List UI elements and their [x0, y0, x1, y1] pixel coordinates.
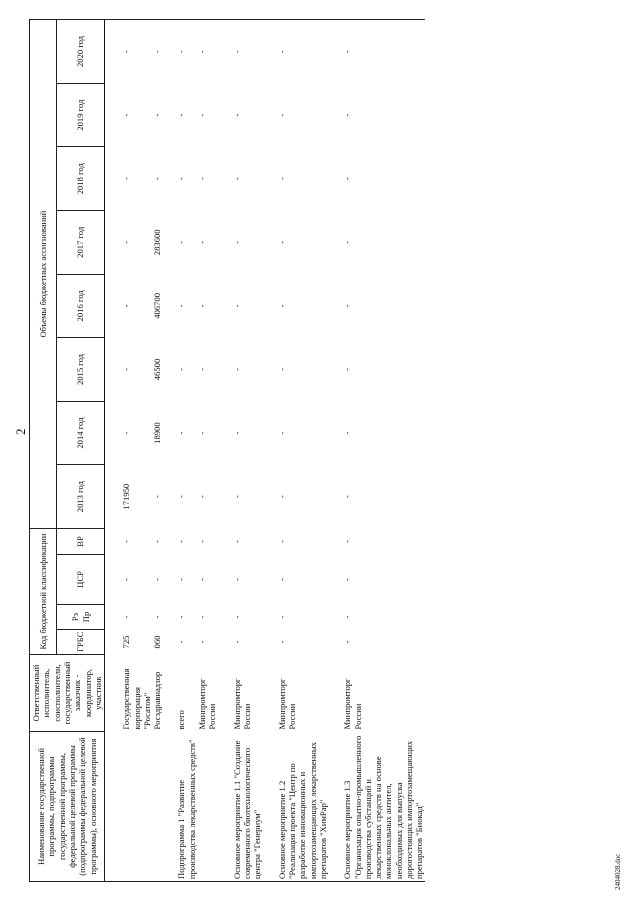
header-rzpr: Рз Пр	[57, 605, 105, 630]
csr-cell: -	[197, 578, 208, 581]
responsible-cell: Минпромторг России	[197, 678, 218, 730]
value-2018-cell: -	[176, 177, 187, 181]
rzpr-cell: -	[152, 615, 163, 619]
header-budget-code: Код бюджетной классификации	[30, 528, 57, 654]
program-name-cell: Подпрограмма 1 "Развитие производства лекарственных средств"	[176, 732, 197, 882]
rzpr-cell: -	[276, 615, 287, 619]
value-2016-cell: -	[197, 304, 208, 308]
value-2018-cell: -	[121, 177, 132, 181]
rzpr-cell: -	[197, 615, 208, 619]
header-year-2014: 2014 год	[57, 401, 105, 465]
value-2014-cell: -	[176, 431, 187, 435]
csr-cell: -	[231, 578, 242, 581]
value-2019-cell: -	[121, 113, 132, 117]
value-2016-cell: -	[121, 304, 132, 308]
value-2013-cell: -	[176, 495, 187, 499]
footer-filename: 2404028.doc	[614, 853, 622, 890]
value-2020-cell: -	[277, 20, 329, 84]
csr-cell: -	[276, 578, 287, 581]
value-2016-cell: -	[231, 304, 242, 308]
table-row	[152, 20, 162, 882]
value-2016-cell: -	[342, 304, 353, 308]
header-name: Наименование государственной программы, подпрограммы государственной программы, федеральной целевой программы (подпрограммы федеральной целевой программы), основного мероприятия	[30, 732, 105, 882]
vr-cell: -	[276, 540, 287, 543]
value-2018-cell: -	[342, 177, 353, 181]
value-2017-cell: -	[197, 240, 208, 244]
csr-cell: -	[342, 578, 353, 581]
grbs-cell: 725	[121, 635, 132, 649]
grbs-cell: 060	[152, 635, 163, 649]
value-2013-cell: -	[231, 495, 242, 499]
value-2020-cell: -	[121, 20, 152, 84]
value-2014-cell: -	[197, 431, 208, 435]
value-2019-cell: -	[152, 113, 163, 117]
header-year-2020: 2020 год	[57, 20, 105, 84]
value-2018-cell: -	[152, 177, 163, 181]
value-2017-cell: -	[342, 240, 353, 244]
value-2013-cell: -	[342, 495, 353, 499]
program-name-cell: Основное мероприятие 1.3 "Организация опытно-промышленного производства субстанций и лекарственных средств на основе моноклональных антител, необходимых для выпуска дорогостоящих импортозамещающих препаратов "Биокад"	[342, 732, 425, 882]
value-2020-cell: -	[342, 20, 425, 84]
table-row	[232, 20, 263, 882]
responsible-cell: Минпромторг России	[231, 678, 252, 730]
vr-cell: -	[152, 540, 163, 543]
grbs-cell: -	[276, 640, 287, 644]
table-row	[121, 20, 152, 882]
value-2014-cell: -	[276, 431, 287, 435]
value-2019-cell: -	[231, 113, 242, 117]
value-2016-cell: -	[276, 304, 287, 308]
value-2013-cell: 171950	[121, 483, 132, 510]
header-volumes: Объемы бюджетных ассигнований	[30, 20, 57, 529]
value-2017-cell: -	[121, 240, 132, 244]
vr-cell: -	[176, 540, 187, 543]
value-2015-cell: -	[342, 368, 353, 371]
value-2017-cell: 283600	[152, 229, 163, 256]
value-2018-cell: -	[197, 177, 208, 181]
table-row	[176, 20, 197, 882]
value-2015-cell: 46500	[152, 358, 163, 381]
header-responsible: Ответственный исполнитель, соисполнители, государственный заказчик - координатор, участник	[30, 655, 105, 732]
header-year-2017: 2017 год	[57, 211, 105, 275]
responsible-cell: Минпромторг России	[342, 678, 363, 730]
grbs-cell: -	[176, 640, 187, 644]
value-2017-cell: -	[231, 240, 242, 244]
header-year-2016: 2016 год	[57, 274, 105, 338]
value-2018-cell: -	[276, 177, 287, 181]
grbs-cell: -	[231, 640, 242, 644]
value-2015-cell: -	[276, 368, 287, 371]
responsible-cell: Росздравнадзор	[152, 671, 163, 730]
header-year-2015: 2015 год	[57, 338, 105, 402]
value-2014-cell: -	[342, 431, 353, 435]
header-csr: ЦСР	[57, 555, 105, 605]
grbs-cell: -	[197, 640, 208, 644]
responsible-cell: всего	[176, 710, 187, 730]
vr-cell: -	[121, 540, 132, 543]
value-2017-cell: -	[276, 240, 287, 244]
value-2019-cell: -	[342, 113, 353, 117]
value-2015-cell: -	[121, 368, 132, 371]
value-2017-cell: -	[176, 240, 187, 244]
rzpr-cell: -	[342, 615, 353, 619]
grbs-cell: -	[342, 640, 353, 644]
responsible-cell: Государственная корпорация "Росатом"	[121, 668, 152, 730]
responsible-cell: Минпромторг России	[276, 678, 297, 730]
value-2013-cell: -	[197, 495, 208, 499]
csr-cell: -	[152, 578, 163, 581]
value-2020-cell: -	[232, 20, 263, 84]
value-2015-cell: -	[176, 368, 187, 371]
value-2020-cell: -	[176, 20, 197, 84]
header-vr: ВР	[57, 528, 105, 554]
value-2015-cell: -	[197, 368, 208, 371]
table-row	[197, 20, 218, 882]
table-row	[342, 20, 425, 882]
program-name-cell	[121, 732, 152, 882]
budget-allocation-table	[29, 19, 425, 882]
rzpr-cell: -	[176, 615, 187, 619]
value-2019-cell: -	[197, 113, 208, 117]
value-2019-cell: -	[276, 113, 287, 117]
value-2020-cell: -	[152, 20, 162, 84]
header-grbs: ГРБС	[57, 630, 105, 655]
value-2013-cell: -	[276, 495, 287, 499]
vr-cell: -	[231, 540, 242, 543]
value-2014-cell: -	[231, 431, 242, 435]
page-number: 2	[13, 428, 28, 435]
header-year-2019: 2019 год	[57, 83, 105, 147]
value-2020-cell: -	[197, 20, 218, 84]
table-row	[277, 20, 329, 882]
csr-cell: -	[121, 578, 132, 581]
program-name-cell	[152, 732, 162, 882]
csr-cell: -	[176, 578, 187, 581]
value-2016-cell: -	[176, 304, 187, 308]
program-name-cell	[197, 732, 218, 882]
rzpr-cell: -	[121, 615, 132, 619]
vr-cell: -	[342, 540, 353, 543]
value-2015-cell: -	[231, 368, 242, 371]
value-2016-cell: 406700	[152, 293, 163, 319]
header-year-2013: 2013 год	[57, 465, 105, 529]
value-2014-cell: -	[121, 431, 132, 435]
value-2013-cell: -	[152, 495, 163, 499]
program-name-cell: Основное мероприятие 1.1 "Создание современного биотехнологического центра "Генериум"	[232, 732, 263, 882]
value-2014-cell: 18900	[152, 422, 163, 444]
header-year-2018: 2018 год	[57, 147, 105, 211]
vr-cell: -	[197, 540, 208, 543]
program-name-cell: Основное мероприятие 1.2 "Реализация проекта "Центр по разработке инновационных и импортозамещающих лекарственных препаратов "ХимРар"	[277, 732, 329, 882]
value-2018-cell: -	[231, 177, 242, 181]
rzpr-cell: -	[231, 615, 242, 619]
value-2019-cell: -	[176, 113, 187, 117]
